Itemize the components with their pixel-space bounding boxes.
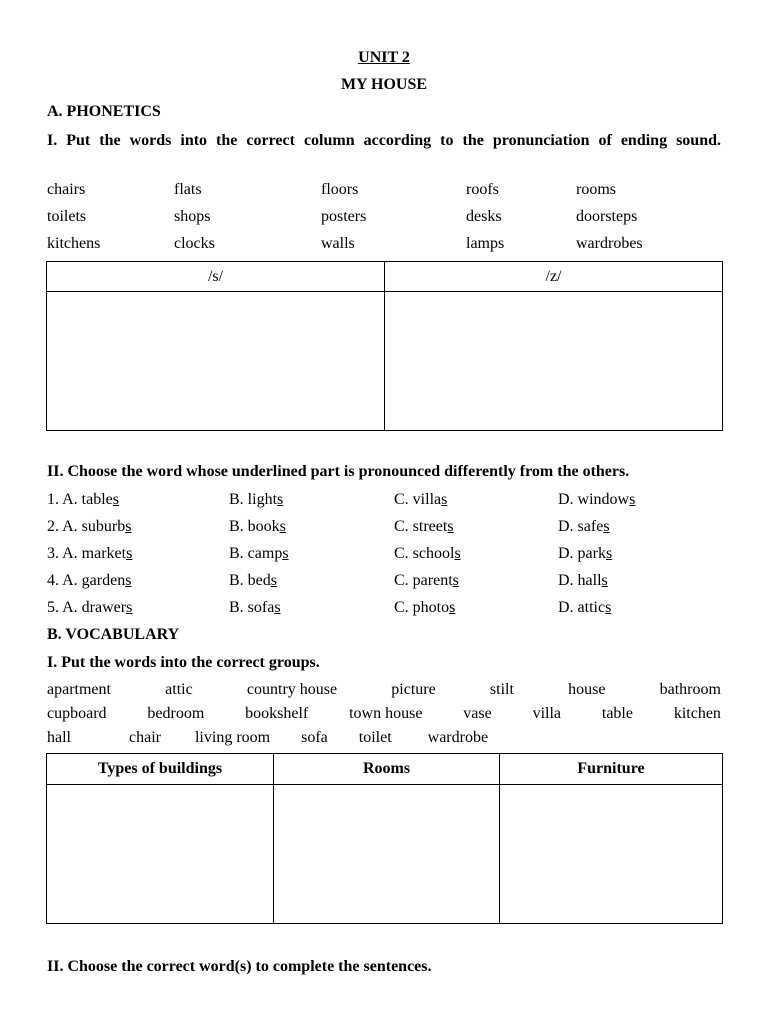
question-option[interactable] (394, 517, 454, 537)
underlined-part: s (277, 491, 284, 508)
vocabulary-word: bedroom (147, 705, 205, 722)
answer-cell-buildings[interactable] (47, 785, 274, 924)
vocabulary-word: hall (47, 729, 71, 746)
phonetics-word: kitchens (47, 235, 101, 252)
option-text: C. villa (394, 491, 442, 508)
underlined-part: s (270, 572, 278, 589)
question-option[interactable] (394, 598, 455, 618)
option-text: B. book (229, 518, 280, 535)
option-text: B. sofa (229, 599, 275, 616)
option-text: D. park (558, 545, 606, 562)
vocabulary-ex2-instruction: II. Choose the correct word(s) to complete the sentences. (47, 958, 432, 975)
vocabulary-word: kitchen (673, 705, 721, 722)
phonetics-word: floors (321, 181, 359, 198)
underlined-part: s (629, 491, 636, 508)
option-text: 1. A. table (47, 491, 113, 508)
vocabulary-word: apartment (47, 681, 111, 698)
option-text: D. attic (558, 599, 606, 616)
underlined-part: s (282, 545, 289, 562)
page-subtitle: MY HOUSE (340, 76, 428, 93)
option-text: C. street (394, 518, 448, 535)
unit-title: UNIT 2 (358, 49, 410, 66)
underlined-part: s (112, 491, 119, 508)
question-option[interactable] (229, 598, 281, 618)
instruction-text: I. Put the words into the correct column according to the pronunciation of ending sound. (47, 132, 721, 149)
underlined-part: s (126, 599, 133, 616)
underlined-part: s (603, 518, 610, 535)
phonetics-word: desks (466, 208, 502, 225)
vocabulary-word: bookshelf (245, 705, 309, 722)
vocabulary-word: toilet (358, 729, 392, 746)
table-header-z: /z/ (385, 262, 723, 292)
phonetics-ex2-instruction: II. Choose the word whose underlined part is pronounced differently from the others. (47, 463, 630, 480)
question-option[interactable] (47, 517, 131, 537)
underlined-part: s (605, 599, 612, 616)
underlined-part: s (449, 599, 456, 616)
underlined-part: s (605, 545, 613, 562)
vocabulary-word: living room (194, 729, 271, 746)
phonetics-word: walls (321, 235, 355, 252)
section-heading-vocabulary: B. VOCABULARY (47, 626, 180, 643)
question-option[interactable] (558, 571, 608, 591)
option-text: B. bed (229, 572, 271, 589)
phonetics-word: shops (174, 208, 211, 225)
option-text: D. hall (558, 572, 602, 589)
question-option[interactable] (558, 490, 635, 510)
underlined-part: s (601, 572, 608, 589)
vocabulary-word: sofa (301, 729, 328, 746)
underlined-part: s (452, 572, 459, 589)
vocabulary-word: cupboard (47, 705, 107, 722)
vocabulary-word: chair (129, 729, 161, 746)
section-heading-phonetics: A. PHONETICS (47, 103, 161, 120)
phonetics-word: clocks (174, 235, 215, 252)
option-text: 2. A. suburb (47, 518, 126, 535)
option-text: B. camp (229, 545, 283, 562)
question-option[interactable] (558, 544, 612, 564)
underlined-part: s (274, 599, 281, 616)
question-option[interactable] (47, 598, 132, 618)
underlined-part: s (126, 545, 133, 562)
answer-cell-rooms[interactable] (274, 785, 500, 924)
option-text: D. safe (558, 518, 604, 535)
vocabulary-word: house (568, 681, 606, 698)
table-header-rooms: Rooms (274, 754, 500, 785)
vocabulary-word: table (601, 705, 633, 722)
vocabulary-group-table (46, 753, 723, 924)
option-text: 5. A. drawer (47, 599, 127, 616)
option-text: C. school (394, 545, 455, 562)
phonetics-word: flats (174, 181, 202, 198)
word-bank-line (47, 704, 721, 724)
option-text: B. light (229, 491, 278, 508)
underlined-part: s (447, 518, 454, 535)
table-header-furniture: Furniture (500, 754, 723, 785)
phonetics-ex1-instruction (47, 130, 721, 152)
vocabulary-word: attic (165, 681, 193, 698)
option-text: C. parent (394, 572, 453, 589)
vocabulary-word: town house (349, 705, 423, 722)
vocabulary-word: wardrobe (427, 729, 489, 746)
answer-cell-furniture[interactable] (500, 785, 723, 924)
phonetics-word: toilets (47, 208, 87, 225)
option-text: C. photo (394, 599, 450, 616)
underlined-part: s (454, 545, 461, 562)
answer-cell-z[interactable] (385, 292, 723, 431)
phonetics-word: doorsteps (576, 208, 638, 225)
question-option[interactable] (558, 517, 610, 537)
question-option[interactable] (229, 544, 289, 564)
answer-cell-s[interactable] (47, 292, 385, 431)
option-text: 3. A. market (47, 545, 127, 562)
word-bank-line (47, 728, 488, 748)
phonetics-word: wardrobes (576, 235, 643, 252)
table-header-buildings: Types of buildings (47, 754, 274, 785)
option-text: D. window (558, 491, 630, 508)
question-option[interactable] (47, 490, 119, 510)
underlined-part: s (125, 572, 132, 589)
option-text: 4. A. garden (47, 572, 126, 589)
vocabulary-ex1-instruction: I. Put the words into the correct groups. (47, 654, 320, 671)
question-option[interactable] (229, 517, 286, 537)
question-option[interactable] (47, 571, 131, 591)
vocabulary-word: picture (391, 681, 436, 698)
phonetics-word: lamps (466, 235, 505, 252)
phonetics-word: roofs (466, 181, 499, 198)
question-option[interactable] (394, 490, 447, 510)
vocabulary-word: bathroom (659, 681, 721, 698)
vocabulary-word: villa (532, 705, 562, 722)
phonetics-word: posters (321, 208, 367, 225)
phonetics-word: rooms (576, 181, 616, 198)
vocabulary-word: vase (463, 705, 492, 722)
question-option[interactable] (229, 490, 283, 510)
question-option[interactable] (229, 571, 277, 591)
underlined-part: s (279, 518, 286, 535)
underlined-part: s (125, 518, 132, 535)
question-option[interactable] (47, 544, 132, 564)
vocabulary-word: country house (246, 681, 338, 698)
question-option[interactable] (558, 598, 611, 618)
vocabulary-word: stilt (489, 681, 514, 698)
table-header-s: /s/ (47, 262, 385, 292)
question-option[interactable] (394, 571, 459, 591)
question-option[interactable] (394, 544, 461, 564)
phonetics-sort-table (46, 261, 723, 431)
word-bank-line (47, 680, 721, 700)
phonetics-word: chairs (47, 181, 86, 198)
underlined-part: s (441, 491, 448, 508)
